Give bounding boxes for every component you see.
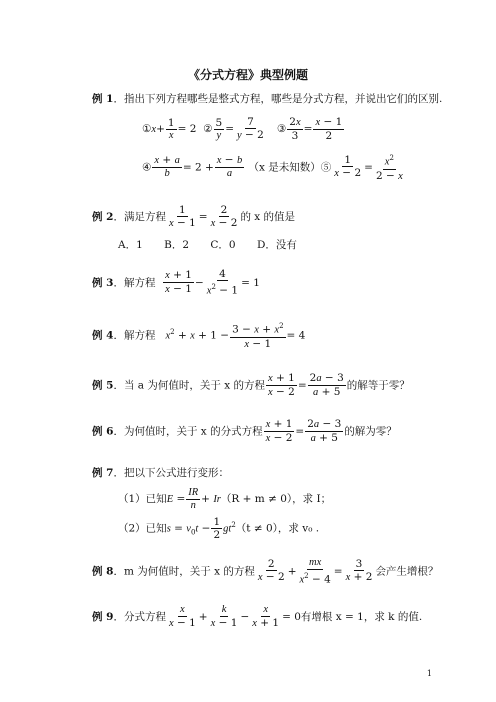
example-6-text-b: 的解为零？ <box>344 425 397 438</box>
choice-a: A．1 <box>118 239 143 251</box>
example-1-note: （x 是未知数）⑤ <box>248 161 332 174</box>
example-3: 例 3．解方程 $\frac{x + 1}{x - 1}$ − $\frac{4}{x^2 - 1}$ = 1 <box>92 268 260 297</box>
choice-d: D．没有 <box>256 239 297 251</box>
example-2-text: ．满足方程 <box>113 211 166 223</box>
page-title: 《分式方程》典型例题 <box>187 68 308 82</box>
page-number: 1 <box>426 669 432 678</box>
example-8-text-b: 会产生增根？ <box>375 565 439 578</box>
example-6: 例 6．为何值时，关于 x 的分式方程 $\frac{x + 1}{x - 2}$ = $\frac{2a - 3}{a + 5}$ 的解为零？ <box>92 418 397 444</box>
example-6-label: 例 6 <box>92 425 114 438</box>
example-8-label: 例 8 <box>92 565 114 578</box>
example-2-text-b: 的 x 的值是 <box>240 211 296 223</box>
example-6-text: ．为何值时，关于 x 的分式方程 <box>113 425 263 438</box>
example-5-label: 例 5 <box>92 379 114 392</box>
example-7-text: ．把以下公式进行变形： <box>113 467 229 479</box>
example-1 <box>92 92 442 106</box>
example-2: 例 2．满足方程 $\frac{1}{x - 1}$ = $\frac{2}{x - 2}$ 的 x 的值是 <box>92 204 296 229</box>
example-9-label: 例 9 <box>92 611 114 623</box>
example-4-text: ．解方程 <box>113 329 156 342</box>
part-2-condition: （t ≠ 0），求 v₀ . <box>235 522 320 535</box>
example-5: 例 5．当 a 为何值时，关于 x 的方程 $\frac{x + 1}{x - 2}$ = $\frac{2a - 3}{a + 5}$ 的解等于零？ <box>92 372 410 398</box>
example-7-part-1: （1）已知E = $\frac{IR}{n}$ + Ir（R + m ≠ 0），求 I； <box>118 487 332 511</box>
example-9: 例 9．分式方程 $\frac{x}{x - 1}$ + $\frac{k}{x - 1}$ − $\frac{x}{x + 1}$ = 0有增根 x = 1，求 k 的值. <box>92 604 423 629</box>
part-1-condition: （R + m ≠ 0），求 I； <box>220 493 332 505</box>
example-7-label: 例 7 <box>92 467 114 479</box>
example-5-text: ．当 a 为何值时，关于 x 的方程 <box>113 379 266 392</box>
example-5-text-b: 的解等于零？ <box>346 379 410 392</box>
equation-row-2: ④ $\frac{x + a}{b}$ = 2 + $\frac{x - b}{a}$ （x 是未知数）⑤ $\frac{1}{x - 2}$ = $\frac{x^2}{2 - x}$ <box>142 154 403 182</box>
example-7-part-2: （2）已知$s = v_0t$ − $\frac{1}{2}$ $gt^2(t \ne 0)$，求 v₀ . <box>118 516 320 541</box>
example-3-label: 例 3 <box>92 276 114 289</box>
example-1-text: ．指出下列方程哪些是整式方程，哪些是分式方程，并说出它们的区别. <box>113 93 443 105</box>
part-1-text: （1）已知 <box>118 493 167 505</box>
equation-row-1: ①x+ $\frac{1}{x}$ = 2 ② $\frac{5}{y}$ = $\frac{7}{y - 2}$ ③ $\frac{2x}{3}$ = $\frac{x - 1}{2}$ <box>142 116 343 142</box>
example-2-label: 例 2 <box>92 211 114 223</box>
example-9-text-b: 有增根 x = 1，求 k 的值. <box>300 611 423 623</box>
part-2-text: （2）已知 <box>118 522 167 535</box>
example-8-text: ．m 为何值时，关于 x 的方程 <box>113 565 255 578</box>
choice-b: B．2 <box>164 239 190 251</box>
example-4-label: 例 4 <box>92 329 114 342</box>
example-9-text: ．分式方程 <box>113 611 166 623</box>
example-1-label: 例 1 <box>92 93 114 105</box>
example-4: 例 4．解方程 $x^2 + x + 1$ − $\frac{3 - x + x^2}{x - 1}$ = 4 <box>92 322 306 350</box>
choice-c: C．0 <box>210 239 236 251</box>
example-2-choices <box>118 238 297 252</box>
example-8: 例 8．m 为何值时，关于 x 的方程 $\frac{2}{x - 2}$ + $\frac{mx}{x^2 - 4}$ = $\frac{3}{x + 2}$ 会产生增根？ <box>92 557 439 586</box>
example-3-text: ．解方程 <box>113 276 156 289</box>
example-7 <box>92 466 229 480</box>
